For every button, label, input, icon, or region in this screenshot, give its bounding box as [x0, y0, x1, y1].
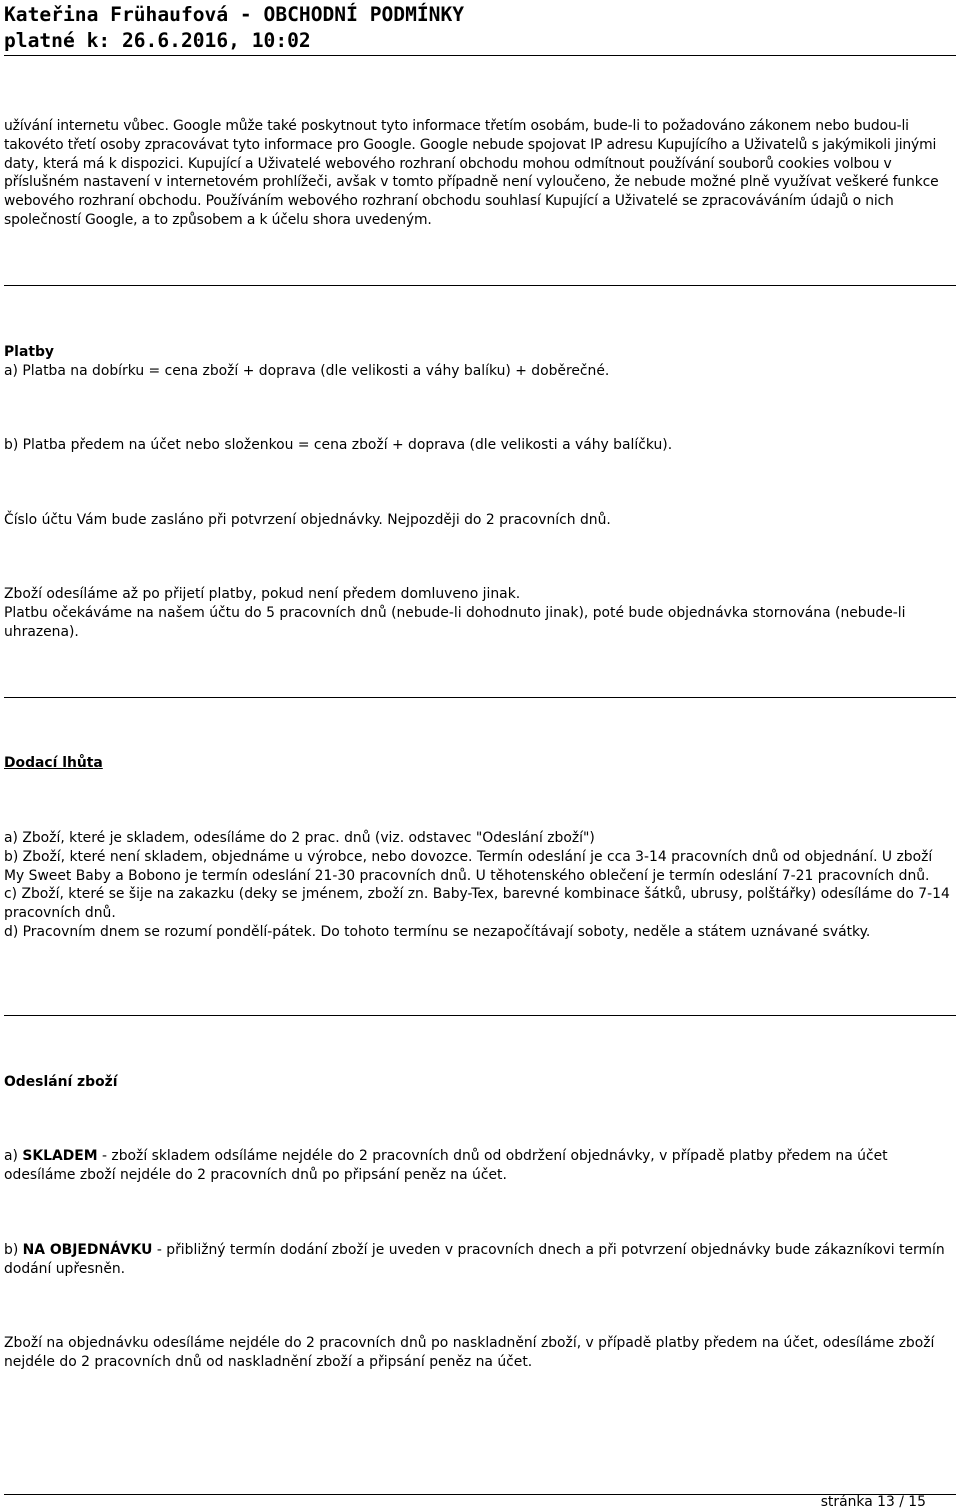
shipping-order-note-block: [4, 1334, 956, 1372]
delivery-item-d: d) Pracovním dnem se rozumí pondělí-pátek. Do tohoto termínu se nezapočítávají soboty, neděle a státem uznávané svátky.: [4, 923, 871, 940]
shipping-keyword-in-stock: SKLADEM: [22, 1148, 98, 1164]
account-info-block: [4, 511, 956, 530]
payments-section: [4, 343, 956, 381]
shipping-item-a-text: - zboží skladem odsíláme nejdéle do 2 pracovních dnů od obdržení objednávky, v případě platby předem na účet odesíláme zboží nejdéle do 2 pracovních dnů po připsání peněz na účet.: [4, 1148, 888, 1183]
payment-option-a: a) Platba na dobírku = cena zboží + doprava (dle velikosti a váhy balíku) + doběrečné.: [4, 362, 610, 379]
delivery-terms-block: [4, 829, 956, 942]
shipping-item-b-text: - přibližný termín dodání zboží je uveden v pracovních dnech a při potvrzení objednávky bude zákazníkovi termín dodání upřesněn.: [4, 1242, 945, 1277]
delivery-item-a: a) Zboží, které je skladem, odesíláme do 2 prac. dnů (viz. odstavec "Odeslání zboží"): [4, 830, 595, 846]
payment-terms-block: [4, 585, 956, 641]
page-number: stránka 13 / 15: [820, 1494, 926, 1510]
shipping-item-b-prefix: b): [4, 1242, 23, 1258]
shipping-keyword-on-order: NA OBJEDNÁVKU: [22, 1242, 153, 1258]
delivery-section: [4, 754, 956, 773]
ship-after-payment: Zboží odesíláme až po přijetí platby, pokud není předem domluveno jinak.: [4, 586, 521, 602]
document-header: [4, 2, 956, 54]
section-heading-payments: Platby: [4, 344, 54, 360]
header-divider: [4, 55, 956, 56]
section-heading-shipping: Odeslání zboží: [4, 1074, 118, 1090]
account-info: Číslo účtu Vám bude zasláno při potvrzení objednávky. Nejpozději do 2 pracovních dnů.: [4, 512, 611, 528]
section-heading-delivery: Dodací lhůta: [4, 755, 103, 771]
section-divider: [4, 697, 956, 698]
payment-deadline: Platbu očekáváme na našem účtu do 5 pracovních dnů (nebude-li dohodnuto jinak), poté bude objednávka stornována (nebude-li uhrazena).: [4, 604, 906, 640]
delivery-item-c: c) Zboží, které se šije na zakazku (deky se jménem, zboží zn. Baby-Tex, barevné kombinace šátků, ubrusy, polštářky) odesíláme do 7-14 pracovních dnů.: [4, 886, 950, 922]
section-divider: [4, 1015, 956, 1016]
payment-option-b-block: [4, 436, 956, 455]
document-title: Kateřina Frühaufová - OBCHODNÍ PODMÍNKY: [4, 3, 465, 26]
intro-text-cookies: Kupující a Uživatelé webového rozhraní obchodu mohou odmítnout používání souborů cookies volbou v příslušném nastavení v internetovém prohlížeči, avšak v tomto případně není vyloučeno, že nebude možné plně využívat veškeré funkce webového rozhraní obchodu. Používáním webového rozhraní obchodu souhlasí Kupující a Uživatelé se zpracováváním údajů o nich společností Google, a to způsobem a k účelu shora uvedeným.: [4, 155, 939, 228]
shipping-item-b-block: [4, 1241, 956, 1279]
shipping-item-b: [4, 1241, 956, 1279]
shipping-item-a: [4, 1147, 956, 1185]
intro-paragraph: [4, 117, 956, 230]
shipping-order-note: Zboží na objednávku odesíláme nejdéle do 2 pracovních dnů po naskladnění zboží, v případě platby předem na účet, odesíláme zboží nejdéle do 2 pracovních dnů od naskladnění zboží a připsání peněz na účet.: [4, 1335, 935, 1370]
document-valid-date: platné k: 26.6.2016, 10:02: [4, 29, 311, 52]
section-divider: [4, 285, 956, 286]
delivery-item-b: b) Zboží, které není skladem, objednáme u výrobce, nebo dovozce. Termín odeslání je cca 3-14 pracovních dnů od objednání. U zboží My Sweet Baby a Bobono je termín odeslání 21-30 pracovních dnů. U těhotenského oblečení je termín odeslání 7-21 pracovních dnů.: [4, 848, 933, 884]
footer-divider: [4, 1494, 956, 1495]
shipping-item-a-prefix: a): [4, 1148, 23, 1164]
payment-option-b: b) Platba předem na účet nebo složenkou = cena zboží + doprava (dle velikosti a váhy balíčku).: [4, 437, 673, 453]
shipping-section: [4, 1073, 956, 1092]
intro-text-google: užívání internetu vůbec. Google může také poskytnout tyto informace třetím osobám, bude-li to požadováno zákonem nebo budou-li takovéto třetí osoby zpracovávat tyto informace pro Google. Google nebude spojovat IP adresu Kupujícího a Uživatelů s jakýmikoli jinými daty, která má k dispozici.: [4, 118, 937, 172]
shipping-item-a-block: [4, 1147, 956, 1185]
